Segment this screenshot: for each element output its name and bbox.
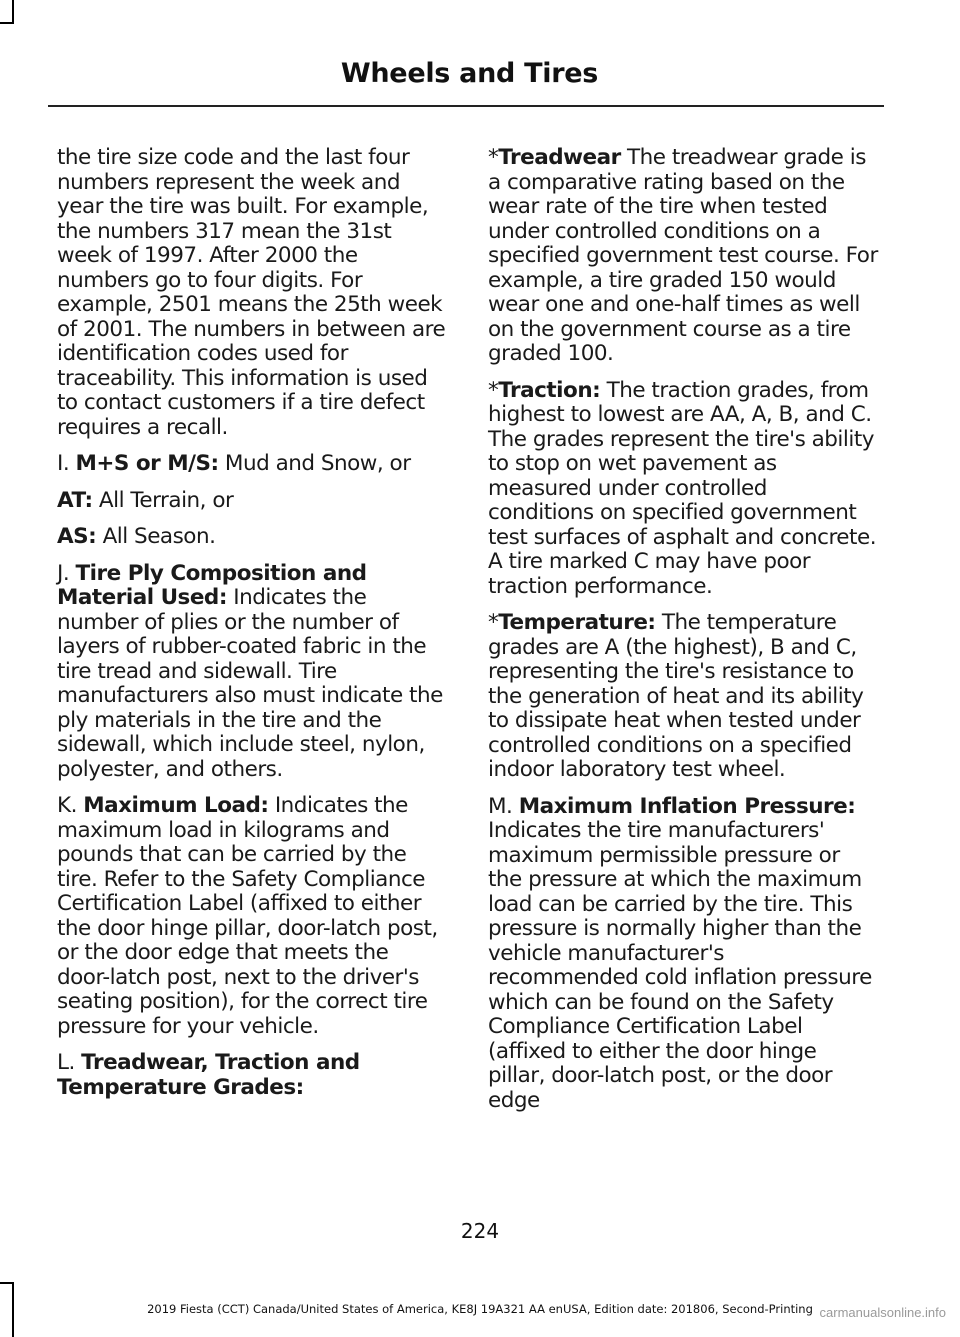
paragraph: *Temperature: The temperature grades are A (the highest), B and C, representing the tire's resistance to the generation of heat and its ability to dissipate heat when tested under controlled conditions on a specified indoor laboratory test wheel. xyxy=(488,610,864,782)
left-column xyxy=(57,146,447,1112)
paragraph: *Traction: The traction grades, from highest to lowest are AA, A, B, and C. The grades represent the tire's ability to stop on wet pavement as measured under controlled conditions on specified government test surfaces of asphalt and concrete. A tire marked C may have poor traction performance. xyxy=(488,377,877,599)
paragraph: K. Maximum Load: Indicates the maximum load in kilograms and pounds that can be carried by the tire. Refer to the Safety Compliance Certification Label (affixed to either the door hinge pillar, door-latch post, or the door edge that meets the door-latch post, next to the driver's seating position), for the correct tire pressure for your vehicle. xyxy=(57,793,438,1039)
paragraph: AS: All Season. xyxy=(57,524,216,549)
crop-mark xyxy=(0,22,14,24)
paragraph: the tire size code and the last four numbers represent the week and year the tire was built. For example, the numbers 317 mean the 31st week of 1997. After 2000 the numbers go to four digits. For example, 2501 means the 25th week of 2001. The numbers in between are identification codes used for traceability. This information is used to contact customers if a tire defect requires a recall. xyxy=(57,145,446,440)
paragraph: *Treadwear The treadwear grade is a comparative rating based on the wear rate of the tire when tested under controlled conditions on a specified government test course. For example, a tire graded 150 would wear one and one-half times as well on the government course as a tire graded 100. xyxy=(488,145,878,366)
header-divider xyxy=(48,105,884,107)
crop-mark xyxy=(0,1282,14,1284)
watermark[interactable]: carmanualsonline.info xyxy=(819,1305,946,1320)
paragraph: I. M+S or M/S: Mud and Snow, or xyxy=(57,451,411,476)
footer-edition-info: 2019 Fiesta (CCT) Canada/United States of America, KE8J 19A321 AA enUSA, Edition date: 201806, Second-Printing xyxy=(147,1302,813,1316)
paragraph: M. Maximum Inflation Pressure: Indicates the tire manufacturers' maximum permissible pressure or the pressure at which the maximum load can be carried by the tire. This pressure is normally higher than the vehicle manufacturer's recommended cold inflation pressure which can be found on the Safety Compliance Certification Label (affixed to either the door hinge pillar, door-latch post, or the door edge xyxy=(488,793,872,1113)
paragraph: J. Tire Ply Composition and Material Used: Indicates the number of plies or the number of layers of rubber-coated fabric in the tire tread and sidewall. Tire manufacturers also must indicate the ply materials in the tire and the sidewall, which include steel, nylon, polyester, and others. xyxy=(57,560,443,782)
page-title: Wheels and Tires xyxy=(340,58,598,89)
paragraph: AT: All Terrain, or xyxy=(57,487,234,513)
right-column xyxy=(488,146,878,1125)
crop-mark xyxy=(12,0,14,24)
paragraph: L. Treadwear, Traction and Temperature Grades: xyxy=(57,1050,360,1100)
page-number: 224 xyxy=(460,1219,500,1243)
